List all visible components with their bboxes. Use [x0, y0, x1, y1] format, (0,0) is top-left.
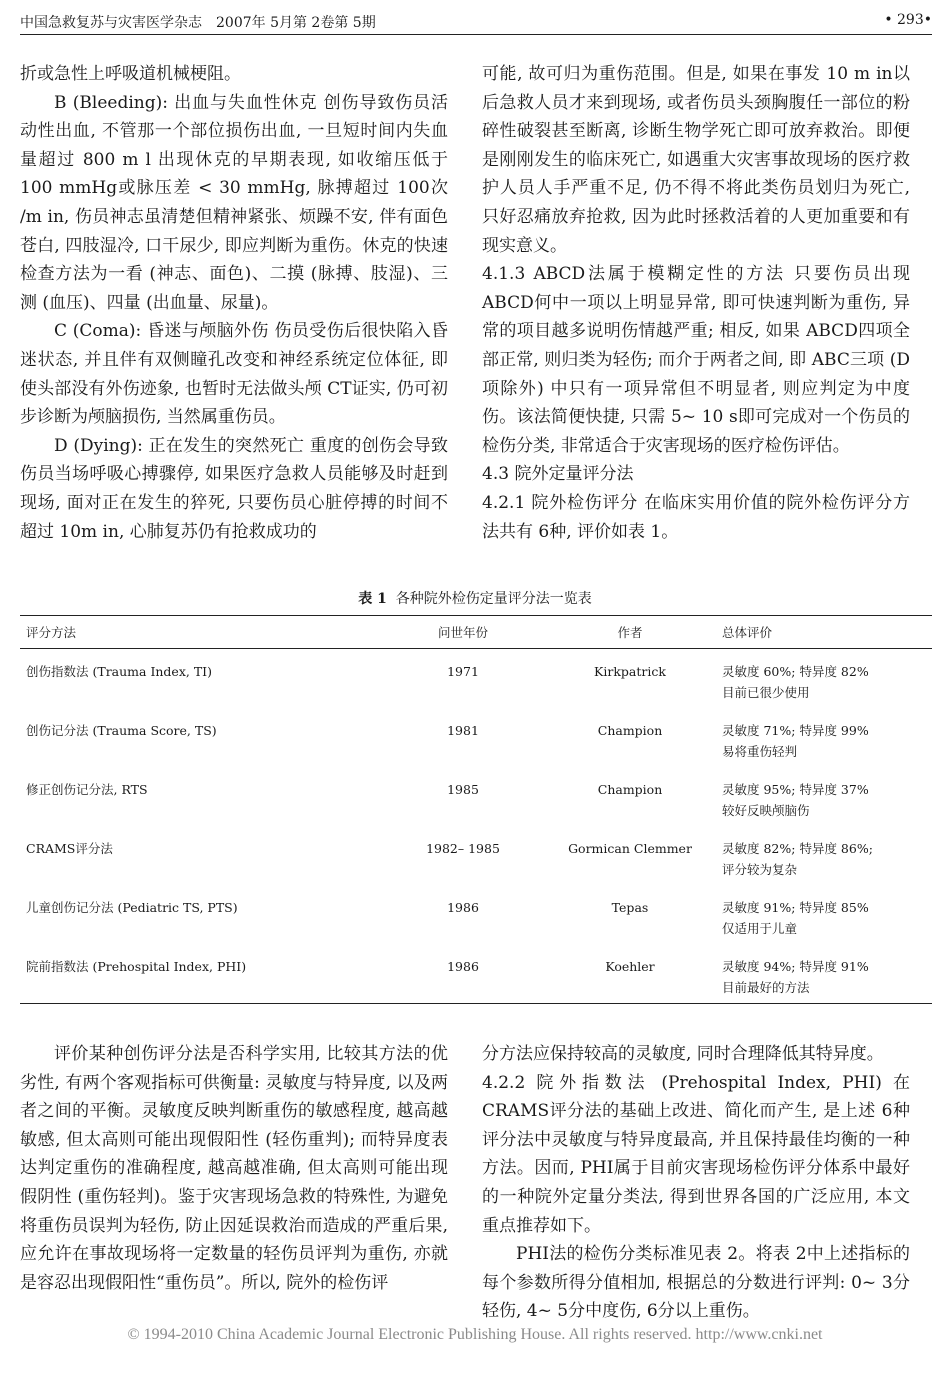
table-row — [20, 944, 932, 1004]
cell-year-text: 1982– 1985 — [426, 841, 500, 856]
section-heading: 4.3 院外定量评分法 — [482, 464, 634, 485]
left-column — [20, 60, 448, 546]
cell-year-text: 1985 — [447, 782, 479, 797]
col-header-evaluation: 总体评价 — [716, 616, 932, 649]
page-number: • 293• — [884, 12, 932, 28]
col-header-author: 作者 — [544, 616, 716, 649]
cell-evaluation — [716, 708, 932, 767]
cell-year — [382, 708, 544, 767]
cell-evaluation — [716, 944, 932, 1004]
paragraph: B (Bleeding): 出血与失血性休克 创伤导致伤员活动性出血, 不管那一个部位损伤出血, 一旦短时间内失血量超过 800 m l 出现休克的早期表现, 如收缩压低于 100 mmHg或脉压差 < 30 mmHg, 脉搏超过 100次 /m in, 伤员神志虽清楚但精神紧张、烦躁不安, 伴有面色苍白, 四肢湿冷, 口干尿少, 即应判断为重伤。休克的快速检查方法为一看 (神志、面色)、二摸 (脉搏、肢湿)、三测 (血压)、四量 (出血量、尿量)。 — [20, 92, 448, 313]
cell-year-text: 1986 — [447, 900, 479, 915]
paragraph: 评价某种创伤评分法是否科学实用, 比较其方法的优劣性, 有两个客观指标可供衡量: 灵敏度与特异度, 以及两者之间的平衡。灵敏度反映判断重伤的敏感程度, 越高越敏感, 但太高则可能出现假阳性 (轻伤重判); 而特异度表达判定重伤的准确程度, 越高越准确, 但太高则可能出现假阴性 (重伤轻判)。鉴于灾害现场急救的特殊性, 为避免将重伤员误判为轻伤, 防止因延误救治而造成的严重后果, 应允许在事故现场将一定数量的轻伤员评判为重伤, 亦就是容忍出现假阳性“重伤员”。所以, 院外的检伤评 — [20, 1044, 448, 1293]
table-caption-text: 各种院外检伤定量评分法一览表 — [395, 591, 592, 607]
bottom-left-column — [20, 1040, 448, 1297]
scoring-methods-table — [20, 615, 932, 1004]
table-row — [20, 885, 932, 944]
cell-author — [544, 767, 716, 826]
table-header-row — [20, 616, 932, 649]
evaluation-line: 灵敏度 60%; 特异度 82% — [722, 664, 869, 679]
evaluation-line: 灵敏度 71%; 特异度 99% — [722, 723, 869, 738]
cell-author — [544, 885, 716, 944]
cell-year-text: 1986 — [447, 959, 479, 974]
paragraph: 折或急性上呼吸道机械梗阻。 — [20, 64, 241, 84]
cell-evaluation — [716, 885, 932, 944]
cell-author — [544, 944, 716, 1004]
paragraph: C (Coma): 昏迷与颅脑外伤 伤员受伤后很快陷入昏迷状态, 并且伴有双侧瞳孔改变和神经系统定位体征, 即使头部没有外伤迹象, 也暂时无法做头颅 CT证实, 仍可初步诊断为颅脑损伤, 当然属重伤员。 — [20, 321, 448, 428]
col-header-year: 问世年份 — [382, 616, 544, 649]
cell-method — [20, 885, 382, 944]
table-caption-label: 表 1 — [358, 591, 387, 607]
cell-author — [544, 826, 716, 885]
cell-author-text: Gormican Clemmer — [568, 841, 692, 856]
table-caption — [0, 588, 950, 608]
table-row — [20, 826, 932, 885]
paragraph: 可能, 故可归为重伤范围。但是, 如果在事发 10 m in以后急救人员才来到现场, 或者伤员头颈胸腹任一部位的粉碎性破裂甚至断离, 诊断生物学死亡即可放弃救治。即便是刚刚发生的临床死亡, 如遇重大灾害事故现场的医疗救护人员人手严重不足, 仍不得不将此类伤员划归为死亡, 只好忍痛放弃抢救, 因为此时拯救活着的人更加重要和有现实意义。 — [482, 64, 910, 256]
evaluation-line: 灵敏度 82%; 特异度 86%; — [722, 841, 873, 856]
cell-method-text: 院前指数法 (Prehospital Index, PHI) — [26, 959, 247, 974]
table-row — [20, 708, 932, 767]
table-row — [20, 767, 932, 826]
cell-author-text: Champion — [597, 782, 663, 797]
cell-method-text: CRAMS评分法 — [26, 841, 113, 856]
cell-method-text: 儿童创伤记分法 (Pediatric TS, PTS) — [26, 900, 238, 915]
evaluation-note: 仅适用于儿童 — [722, 921, 798, 936]
cell-method — [20, 826, 382, 885]
cell-method-text: 修正创伤记分法, RTS — [26, 782, 148, 797]
cell-year — [382, 649, 544, 709]
copyright-footer: © 1994-2010 China Academic Journal Electronic Publishing House. All rights reserved. http://www.cnki.net — [127, 1326, 823, 1343]
cell-method-text: 创伤记分法 (Trauma Score, TS) — [26, 723, 217, 738]
cell-evaluation — [716, 649, 932, 709]
evaluation-line: 灵敏度 94%; 特异度 91% — [722, 959, 869, 974]
cell-author-text: Tepas — [611, 900, 649, 915]
cell-evaluation — [716, 826, 932, 885]
cell-evaluation — [716, 767, 932, 826]
bottom-right-column — [482, 1040, 910, 1326]
cell-year — [382, 826, 544, 885]
paragraph: 分方法应保持较高的灵敏度, 同时合理降低其特异度。 — [482, 1044, 884, 1064]
cell-author-text: Champion — [597, 723, 663, 738]
cell-method — [20, 708, 382, 767]
paragraph: D (Dying): 正在发生的突然死亡 重度的创伤会导致伤员当场呼吸心搏骤停, 如果医疗急救人员能够及时赶到现场, 面对正在发生的猝死, 只要伤员心脏停搏的时间不超过 10m in, 心肺复苏仍有抢救成功的 — [20, 435, 448, 542]
cell-method — [20, 944, 382, 1004]
evaluation-note: 目前已很少使用 — [722, 685, 810, 700]
cell-author — [544, 708, 716, 767]
table-row — [20, 649, 932, 709]
evaluation-note: 较好反映颅脑伤 — [722, 803, 810, 818]
cell-author-text: Kirkpatrick — [594, 664, 666, 679]
evaluation-note: 评分较为复杂 — [722, 862, 798, 877]
paragraph: PHI法的检伤分类标准见表 2。将表 2中上述指标的每个参数所得分值相加, 根据总的分数进行评判: 0~ 3分轻伤, 4~ 5分中度伤, 6分以上重伤。 — [482, 1244, 910, 1322]
running-header — [20, 12, 932, 35]
cell-method — [20, 649, 382, 709]
cell-author — [544, 649, 716, 709]
evaluation-note: 易将重伤轻判 — [722, 744, 798, 759]
cell-year — [382, 885, 544, 944]
cell-year — [382, 944, 544, 1004]
cell-author-text: Koehler — [605, 959, 655, 974]
col-header-method: 评分方法 — [20, 616, 382, 649]
section-paragraph: 4.2.1 院外检伤评分 在临床实用价值的院外检伤评分方法共有 6种, 评价如表 1。 — [482, 492, 910, 542]
cell-year — [382, 767, 544, 826]
cell-year-text: 1981 — [447, 723, 479, 738]
cell-year-text: 1971 — [447, 664, 479, 679]
cell-method — [20, 767, 382, 826]
evaluation-note: 目前最好的方法 — [722, 980, 810, 995]
evaluation-line: 灵敏度 95%; 特异度 37% — [722, 782, 869, 797]
journal-info: 中国急救复苏与灾害医学杂志 2007年 5月第 2卷第 5期 — [20, 15, 376, 31]
cell-method-text: 创伤指数法 (Trauma Index, TI) — [26, 664, 212, 679]
section-paragraph: 4.2.2 院外指数法 (Prehospital Index, PHI) 在 CRAMS评分法的基础上改进、简化而产生, 是上述 6种评分法中灵敏度与特异度最高, 并且保持最佳均衡的一种方法。因而, PHI属于目前灾害现场检伤评分体系中最好的一种院外定量分类法, 得到世界各国的广泛应用, 本文重点推荐如下。 — [482, 1072, 910, 1236]
section-paragraph: 4.1.3 ABCD法属于模糊定性的方法 只要伤员出现 ABCD何中一项以上明显异常, 即可快速判断为重伤, 异常的项目越多说明伤情越严重; 相反, 如果 ABCD四项全部正常, 则归类为轻伤; 而介于两者之间, 即 ABC三项 (D项除外) 中只有一项异常但不明显者, 则应判定为中度伤。该法简便快捷, 只需 5~ 10 s即可完成对一个伤员的检伤分类, 非常适合于灾害现场的医疗检伤评估。 — [482, 264, 910, 456]
right-column — [482, 60, 910, 546]
evaluation-line: 灵敏度 91%; 特异度 85% — [722, 900, 869, 915]
